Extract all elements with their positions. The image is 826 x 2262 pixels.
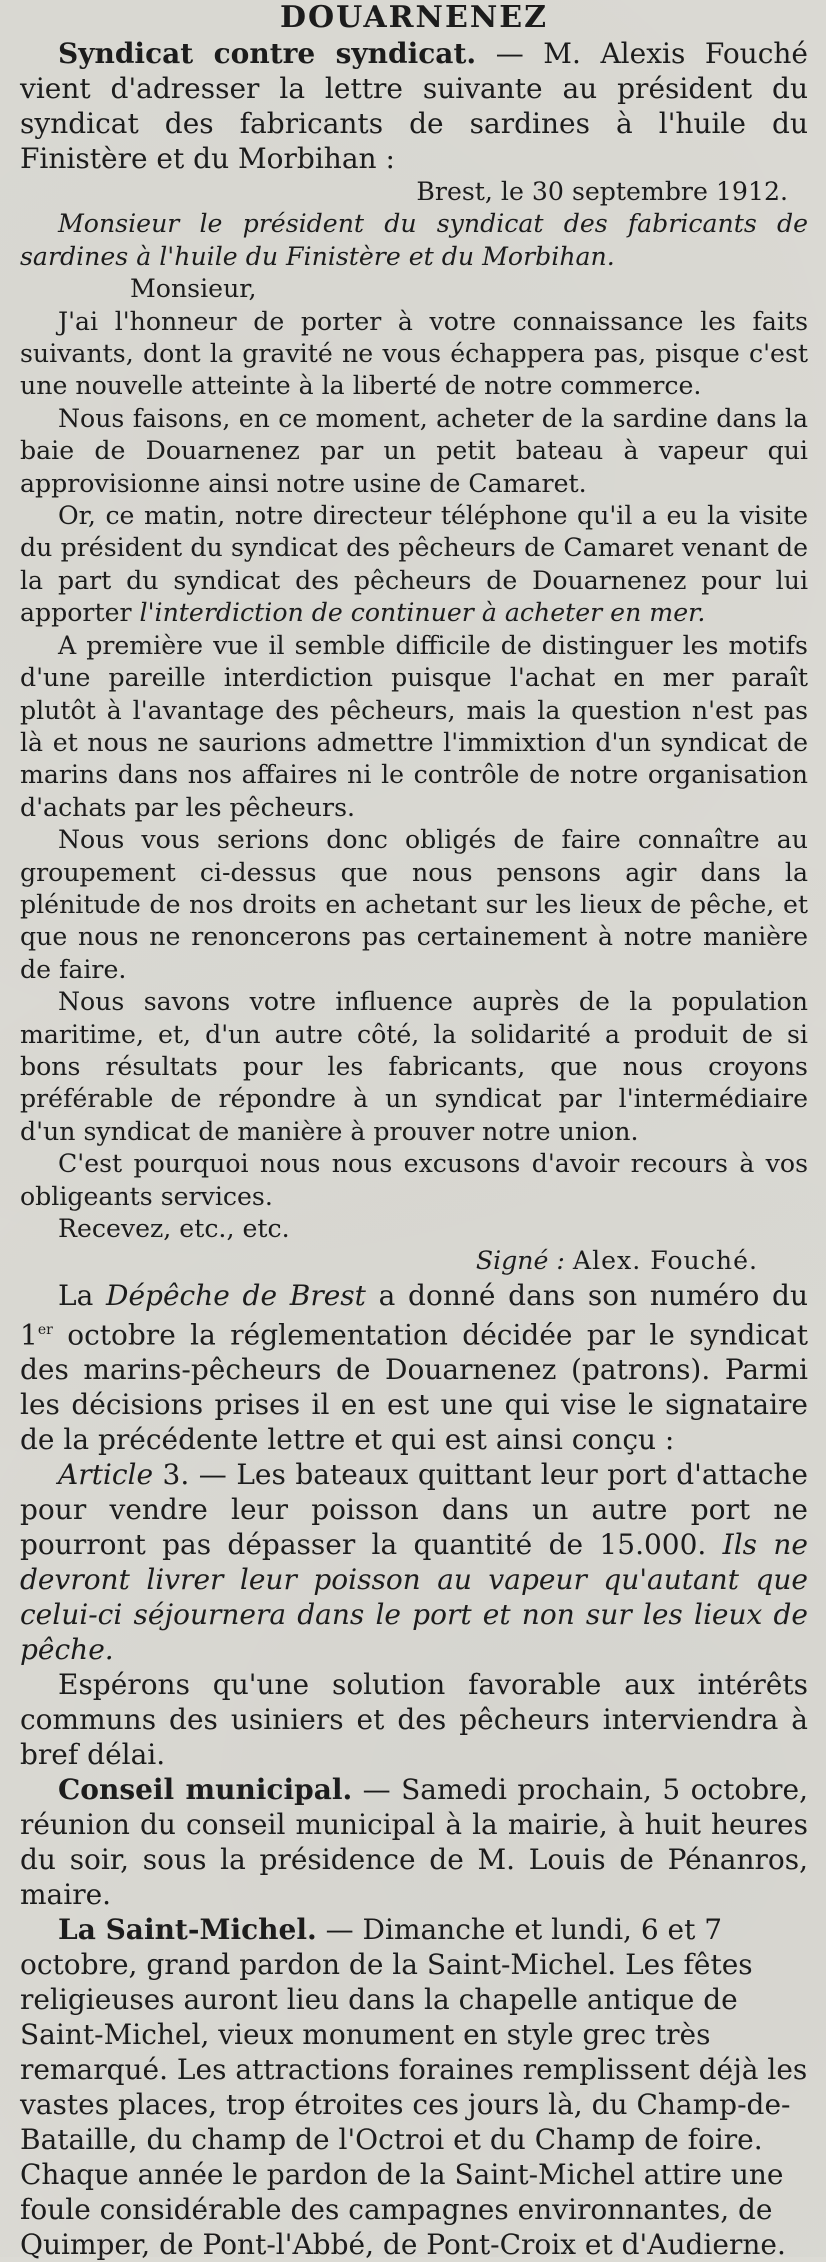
letter-date: Brest, le 30 septembre 1912.	[416, 177, 788, 206]
letter-paragraph-6: Nous savons votre influence auprès de la population maritime, et, d'un autre côté, la solidarité a produit de si bons résultats pour les fabricants, que nous croyons préférable de répondre à un syndicat par l'intermédiaire d'un syndicat de manière à prouver notre union.	[20, 987, 808, 1146]
signature-label: Signé :	[475, 1246, 573, 1276]
depeche-text-a: La	[58, 1278, 107, 1312]
intro-text: — M. Alexis Fouché vient d'adresser la lettre suivante au président du syndicat des fabricants de sardines à l'huile du Finistère et du Morbihan :	[20, 37, 808, 175]
letter-paragraph-2: Nous faisons, en ce moment, acheter de la sardine dans la baie de Douarnenez par un petit bateau à vapeur qui approvisionne ainsi notre usine de Camaret.	[20, 403, 808, 498]
depeche-text-c: octobre la réglementation décidée par le syndicat des marins-pêcheurs de Douarnenez (patrons). Parmi les décisions prises il en est une qui vise le signataire de la précédente lettre et qui est ainsi conçu :	[20, 1318, 808, 1457]
article3-italic: Ils ne devront livrer leur poisson au vapeur qu'autant que celui-ci séjournera dans le port et non sur les lieux de pêche.	[20, 1528, 808, 1667]
letter-paragraph-5: Nous vous serions donc obligés de faire connaître au groupement ci-dessus que nous pensons agir dans la plénitude de nos droits en achetant sur les lieux de pêche, et que nous ne renoncerons pas certainement à notre manière de faire.	[20, 825, 808, 984]
stmichel-text: — Dimanche et lundi, 6 et 7 octobre, grand pardon de la Saint-Michel. Les fêtes religieuses auront lieu dans la chapelle antique de Saint-Michel, vieux monument en style grec très remarqué. Les attractions foraines remplissent déjà les vastes places, trop étroites ces jours là, du Champ-de-Bataille, du champ de l'Octroi et du Champ de foire. Chaque année le pardon de la Saint-Michel attire une foule considérable des campagnes environnantes, de Quimper, de Pont-l'Abbé, de Pont-Croix et d'Audierne.	[20, 1913, 808, 2262]
article3-text: 3. — Les bateaux quittant leur port d'attache pour vendre leur poisson dans un autre port ne pourront pas dépasser la quantité de 15.000.	[20, 1458, 808, 1562]
esperons-paragraph: Espérons qu'une solution favorable aux intérêts communs des usiniers et des pêcheurs interviendra à bref délai.	[20, 1668, 808, 1772]
depeche-sup: er	[37, 1321, 53, 1338]
letter-paragraph-3-italic: l'interdiction de continuer à acheter en mer.	[139, 598, 706, 628]
letter-signature	[20, 1245, 808, 1277]
letter-paragraph-1: J'ai l'honneur de porter à votre connaissance les faits suivants, dont la gravité ne vous échappera pas, pisque c'est une nouvelle atteinte à la liberté de notre commerce.	[20, 306, 808, 401]
article3-label: Article	[58, 1458, 154, 1492]
letter-paragraph-3-text: Or, ce matin, notre directeur téléphone qu'il a eu la visite du président du syndicat des pêcheurs de Camaret venant de la part du syndicat des pêcheurs de Douarnenez pour lui apporter	[20, 501, 808, 628]
letter-salutation: Monsieur,	[130, 274, 257, 304]
letter-closing: Recevez, etc., etc.	[58, 1214, 290, 1243]
signature-name: Alex. Fouché.	[572, 1246, 758, 1276]
letter-paragraph-4: A première vue il semble difficile de distinguer les motifs d'une pareille interdiction puisque l'achat en mer paraît plutôt à l'avantage des pêcheurs, mais la question n'est pas là et nous ne saurions admettre l'immixtion d'un syndicat de marins dans nos affaires ni le contrôle de notre organisation d'achats par les pêcheurs.	[20, 630, 808, 822]
conseil-paragraph	[20, 1772, 808, 1912]
article3-paragraph	[20, 1457, 808, 1667]
article-title: DOUARNENEZ	[279, 0, 549, 35]
conseil-heading: Conseil municipal.	[58, 1773, 353, 1807]
stmichel-paragraph	[20, 1912, 808, 2262]
depeche-italic: Dépêche de Brest	[106, 1278, 366, 1312]
letter-paragraph-3	[20, 500, 808, 630]
intro-heading: Syndicat contre syndicat.	[58, 37, 477, 70]
depeche-paragraph	[20, 1278, 808, 1457]
letter-paragraph-7: C'est pourquoi nous nous excusons d'avoir recours à vos obligeants services.	[20, 1149, 808, 1211]
stmichel-heading: La Saint-Michel.	[58, 1913, 317, 1947]
letter-addressee: Monsieur le président du syndicat des fabricants de sardines à l'huile du Finistère et du Morbihan.	[20, 209, 808, 271]
intro-paragraph	[20, 36, 808, 176]
depeche-text-b: a donné dans son numéro du 1	[20, 1278, 809, 1352]
conseil-text: — Samedi prochain, 5 octobre, réunion du conseil municipal à la mairie, à huit heures du soir, sous la présidence de M. Louis de Pénanros, maire.	[20, 1773, 808, 1912]
